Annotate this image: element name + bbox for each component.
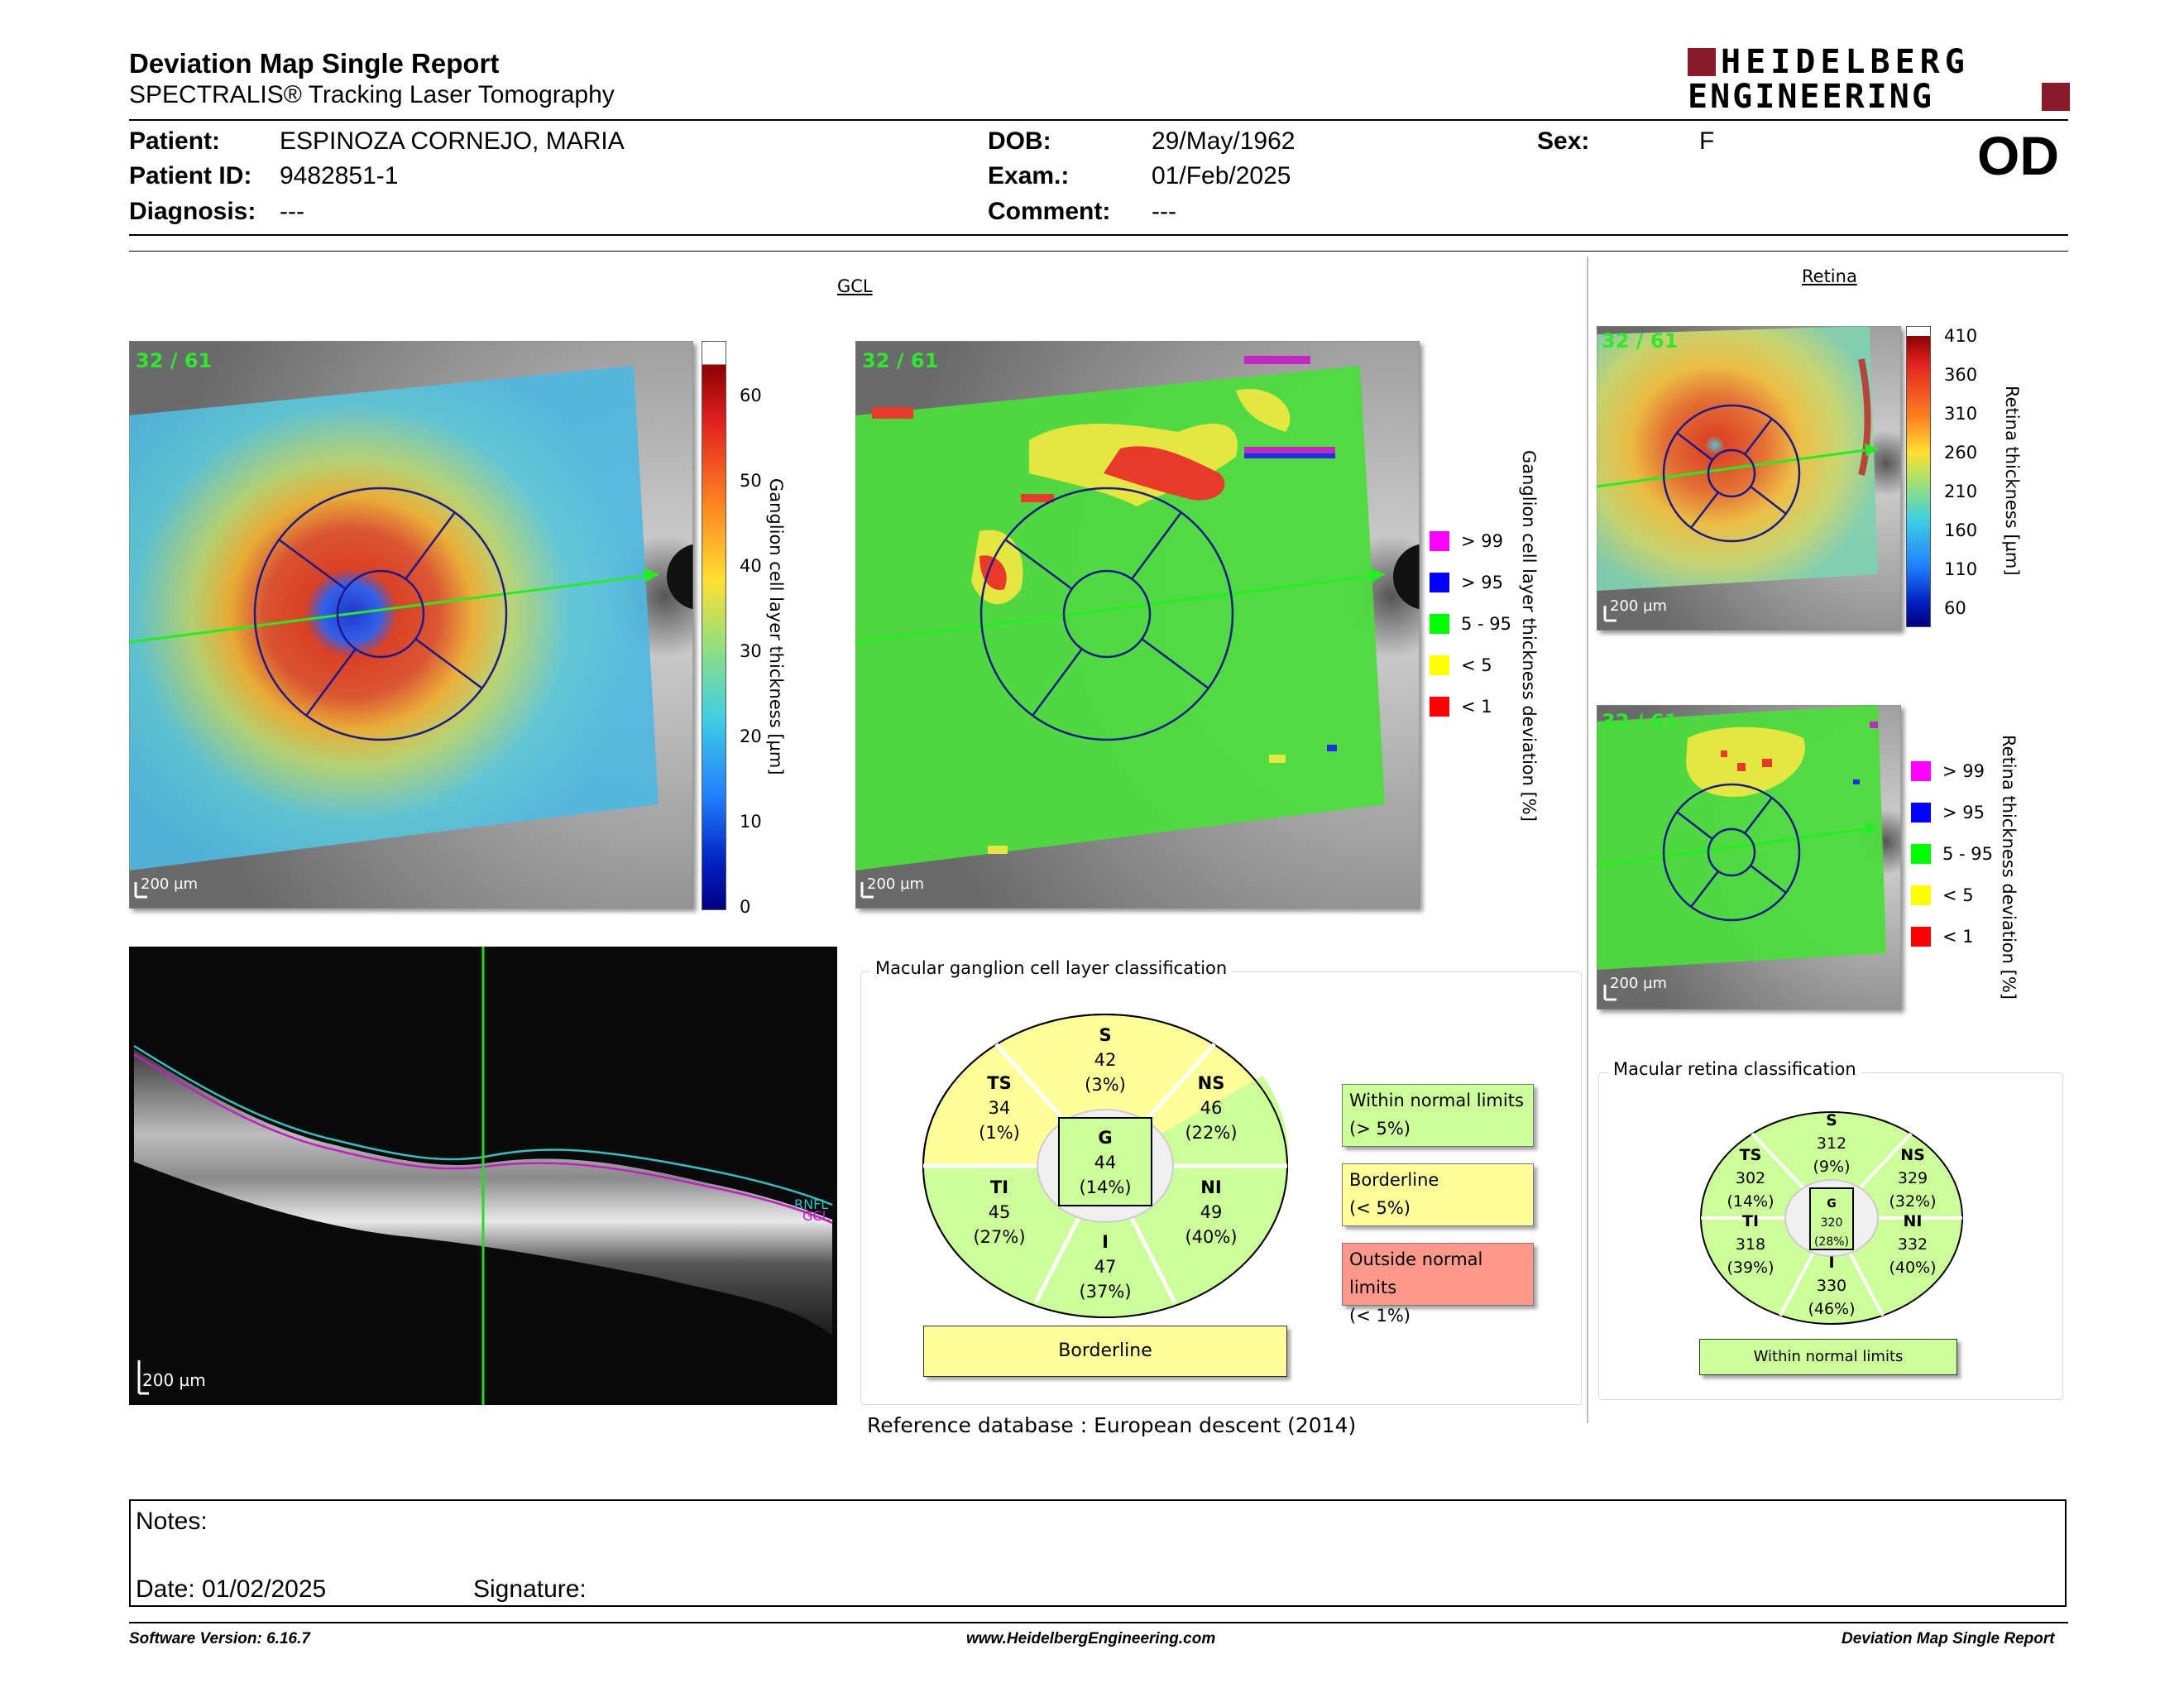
sector-value: 46 xyxy=(1200,1098,1223,1118)
notes-box[interactable] xyxy=(129,1499,2067,1607)
sector-i xyxy=(1056,1230,1155,1304)
legend-box-range: (< 5%) xyxy=(1349,1198,1410,1218)
scan-line xyxy=(1597,827,1878,866)
sector-name: S xyxy=(1099,1025,1112,1045)
sector-name: TI xyxy=(1741,1212,1760,1230)
tick-label: 60 xyxy=(1944,598,1966,618)
gcl-deviation-legend xyxy=(1430,531,1529,722)
sector-value: 42 xyxy=(1094,1050,1117,1070)
legend-box-range: (> 5%) xyxy=(1349,1119,1410,1139)
scan-tag: 32 / 61 xyxy=(1602,710,1679,733)
legend-box xyxy=(1342,1243,1534,1326)
retina-thickness-colorbar xyxy=(1906,326,1931,627)
sector-value: 320 xyxy=(1820,1216,1843,1230)
legend-label: > 95 xyxy=(1942,803,1985,822)
notes-label: Notes: xyxy=(136,1508,208,1535)
sector-pct: (22%) xyxy=(1185,1123,1238,1143)
date-label: Date: 01/02/2025 xyxy=(136,1575,327,1603)
sector-pct: (3%) xyxy=(1085,1075,1126,1095)
sector-name: G xyxy=(1827,1197,1837,1211)
divider xyxy=(129,119,2068,121)
gcl-thickness-colorbar xyxy=(702,341,726,910)
sector-pct: (32%) xyxy=(1889,1192,1937,1211)
eye-indicator: OD xyxy=(1977,125,2059,186)
legend-label: < 5 xyxy=(1461,655,1492,675)
retina-section-title: Retina xyxy=(1802,266,1857,286)
arrow-icon xyxy=(1370,568,1385,583)
sector-value: 47 xyxy=(1094,1257,1117,1277)
sector-pct: (39%) xyxy=(1727,1259,1774,1277)
sector-name: NS xyxy=(1197,1073,1225,1093)
comment-value: --- xyxy=(1152,198,1176,225)
tick-label: 30 xyxy=(740,641,762,661)
sector-value: 318 xyxy=(1735,1235,1766,1254)
report-title: Deviation Map Single Report xyxy=(129,48,500,79)
scan-line xyxy=(129,574,659,642)
patient-id: 9482851-1 xyxy=(280,162,399,189)
patient-id-label: Patient ID: xyxy=(129,162,252,189)
sector-value: 49 xyxy=(1200,1202,1223,1222)
legend-box-label: Within normal limits xyxy=(1349,1091,1524,1110)
sector-pct: (27%) xyxy=(973,1227,1026,1247)
exam-value: 01/Feb/2025 xyxy=(1152,162,1291,189)
retina-thickness-map xyxy=(1597,326,1901,631)
sector-ti xyxy=(950,1175,1049,1249)
legend-swatch xyxy=(1430,573,1449,592)
legend-swatch xyxy=(1430,655,1449,675)
sector-value: 34 xyxy=(988,1098,1011,1118)
sector-value: 332 xyxy=(1897,1235,1928,1254)
sector-pct: (40%) xyxy=(1185,1227,1238,1247)
legend-label: 5 - 95 xyxy=(1461,614,1512,634)
sector-name: TI xyxy=(989,1177,1009,1197)
tick-label: 50 xyxy=(740,471,762,491)
diagnosis-label: Diagnosis: xyxy=(129,198,256,225)
sector-pct: (14%) xyxy=(1079,1177,1132,1197)
gcl-sector-labels xyxy=(920,1011,1291,1321)
software-version: Software Version: 6.16.7 xyxy=(129,1630,310,1647)
sector-value: 330 xyxy=(1816,1277,1847,1295)
sector-ns xyxy=(1161,1071,1261,1145)
legend-label: > 95 xyxy=(1461,573,1503,592)
scale-bar: 200 µm xyxy=(141,875,199,893)
gcl-tag: GCL xyxy=(802,1208,830,1224)
heidelberg-logo: HEIDELBERG ENGINEERING xyxy=(1688,46,2070,116)
gcl-thickness-axis-label: Ganglion cell layer thickness [µm] xyxy=(766,478,786,775)
tick-label: 310 xyxy=(1944,404,1978,424)
legend-swatch xyxy=(1911,803,1931,822)
reference-label: Reference database : xyxy=(867,1413,1088,1437)
sector-name: I xyxy=(1102,1232,1109,1252)
gcl-deviation-axis-label: Ganglion cell layer thickness deviation [%] xyxy=(1519,450,1539,822)
reference-database xyxy=(867,1413,1356,1437)
divider xyxy=(129,1622,2068,1623)
sector-ni xyxy=(1161,1175,1261,1249)
tick-label: 260 xyxy=(1944,443,1978,463)
sector-pct: (14%) xyxy=(1727,1192,1774,1211)
sector-value: 45 xyxy=(988,1202,1011,1222)
sector-value: 302 xyxy=(1735,1169,1766,1187)
gcl-thickness-map xyxy=(129,341,693,909)
gcl-classification-title: Macular ganglion cell layer classification xyxy=(870,958,1232,978)
oct-bscan xyxy=(129,947,837,1405)
tick-label: 110 xyxy=(1944,559,1978,579)
sector-i xyxy=(1782,1251,1881,1321)
sector-name: NI xyxy=(1200,1177,1222,1197)
scale-bar: 200 µm xyxy=(1610,975,1668,992)
sector-ts xyxy=(950,1071,1049,1145)
retina-deviation-map xyxy=(1597,705,1901,1009)
gcl-result-badge: Borderline xyxy=(923,1326,1287,1377)
retina-result-badge: Within normal limits xyxy=(1699,1339,1957,1375)
sector-pct: (40%) xyxy=(1889,1259,1937,1277)
sex-value: F xyxy=(1699,127,1715,155)
sector-g xyxy=(1056,1125,1155,1200)
sector-name: NS xyxy=(1900,1146,1925,1164)
legend-label: > 99 xyxy=(1461,531,1503,551)
report-name: Deviation Map Single Report xyxy=(1842,1630,2055,1647)
dob-label: DOB: xyxy=(988,127,1051,155)
sector-pct: (28%) xyxy=(1813,1235,1850,1249)
patient-label: Patient: xyxy=(129,127,221,155)
scan-tag: 32 / 61 xyxy=(136,349,213,372)
legend-label: < 1 xyxy=(1942,927,1974,947)
retina-sector-labels xyxy=(1698,1109,1966,1327)
retina-deviation-axis-label: Retina thickness deviation [%] xyxy=(1999,735,2019,1000)
tick-label: 160 xyxy=(1944,520,1978,540)
sector-pct: (9%) xyxy=(1813,1158,1851,1176)
scan-line xyxy=(1597,448,1878,487)
sector-pct: (1%) xyxy=(979,1123,1020,1143)
classification-legend xyxy=(1342,1084,1540,1326)
retina-thickness-axis-label: Retina thickness [µm] xyxy=(2002,386,2022,576)
dob-value: 29/May/1962 xyxy=(1152,127,1296,155)
exam-label: Exam.: xyxy=(988,162,1070,189)
tick-label: 0 xyxy=(740,897,751,917)
arrow-icon xyxy=(1865,822,1878,836)
divider xyxy=(129,251,2068,252)
legend-label: < 1 xyxy=(1461,697,1492,717)
legend-box-label: Outside normal limits xyxy=(1349,1249,1483,1297)
retina-deviation-legend xyxy=(1911,761,1994,952)
sector-name: NI xyxy=(1903,1212,1923,1230)
tick-label: 20 xyxy=(740,727,762,746)
tick-label: 10 xyxy=(740,812,762,832)
sector-s xyxy=(1056,1023,1155,1097)
legend-swatch xyxy=(1911,927,1931,947)
sector-name: I xyxy=(1828,1254,1835,1272)
patient-name: ESPINOZA CORNEJO, MARIA xyxy=(280,127,625,155)
gcl-section-title: GCL xyxy=(837,276,873,296)
sector-pct: (37%) xyxy=(1079,1282,1132,1302)
legend-swatch xyxy=(1430,531,1449,551)
etdrs-grid xyxy=(255,488,506,740)
legend-swatch xyxy=(1911,885,1931,905)
legend-label: 5 - 95 xyxy=(1942,844,1994,864)
scale-bar: 200 µm xyxy=(867,875,925,893)
reference-value: European descent (2014) xyxy=(1094,1413,1357,1437)
retina-classification-title: Macular retina classification xyxy=(1608,1059,1861,1079)
tick-label: 60 xyxy=(740,386,762,405)
scan-line xyxy=(855,574,1385,642)
tick-label: 40 xyxy=(740,556,762,576)
legend-swatch xyxy=(1911,761,1931,781)
arrow-icon xyxy=(644,568,659,583)
comment-label: Comment: xyxy=(988,198,1111,225)
website-link[interactable]: www.HeidelbergEngineering.com xyxy=(966,1630,1216,1647)
legend-swatch xyxy=(1430,697,1449,717)
legend-swatch xyxy=(1430,614,1449,634)
etdrs-grid xyxy=(981,488,1233,740)
legend-swatch xyxy=(1911,844,1931,864)
sector-name: S xyxy=(1826,1111,1837,1129)
sector-name: G xyxy=(1098,1128,1113,1148)
sector-name: TS xyxy=(1739,1146,1762,1164)
divider xyxy=(129,234,2068,236)
sector-value: 329 xyxy=(1897,1169,1928,1187)
signature-label: Signature: xyxy=(473,1575,587,1603)
report-subtitle: SPECTRALIS® Tracking Laser Tomography xyxy=(129,81,615,108)
sector-pct: (46%) xyxy=(1808,1300,1856,1318)
diagnosis-value: --- xyxy=(280,198,304,225)
tick-label: 210 xyxy=(1944,482,1978,501)
legend-box xyxy=(1342,1163,1534,1226)
legend-box-label: Borderline xyxy=(1349,1170,1439,1190)
legend-label: < 5 xyxy=(1942,885,1974,905)
legend-box-range: (< 1%) xyxy=(1349,1306,1410,1326)
legend-label: > 99 xyxy=(1942,761,1985,781)
arrow-icon xyxy=(1865,444,1878,457)
scan-tag: 32 / 61 xyxy=(862,349,939,372)
tick-label: 410 xyxy=(1944,326,1978,346)
sector-value: 312 xyxy=(1816,1134,1847,1153)
scale-bar: 200 µm xyxy=(1610,597,1668,615)
sector-name: TS xyxy=(987,1073,1012,1093)
scan-tag: 32 / 61 xyxy=(1602,329,1679,352)
rnfl-tag: RNFL xyxy=(794,1196,829,1212)
gcl-deviation-map xyxy=(855,341,1420,909)
legend-box xyxy=(1342,1084,1534,1147)
sex-label: Sex: xyxy=(1537,127,1590,155)
scale-bar: 200 µm xyxy=(142,1370,206,1390)
etdrs-grid xyxy=(1664,405,1799,541)
column-separator xyxy=(1587,257,1588,1423)
tick-label: 360 xyxy=(1944,365,1978,385)
retina-thickness-ticks xyxy=(1944,326,1985,626)
etdrs-grid xyxy=(1664,784,1799,920)
sector-value: 44 xyxy=(1094,1153,1117,1172)
